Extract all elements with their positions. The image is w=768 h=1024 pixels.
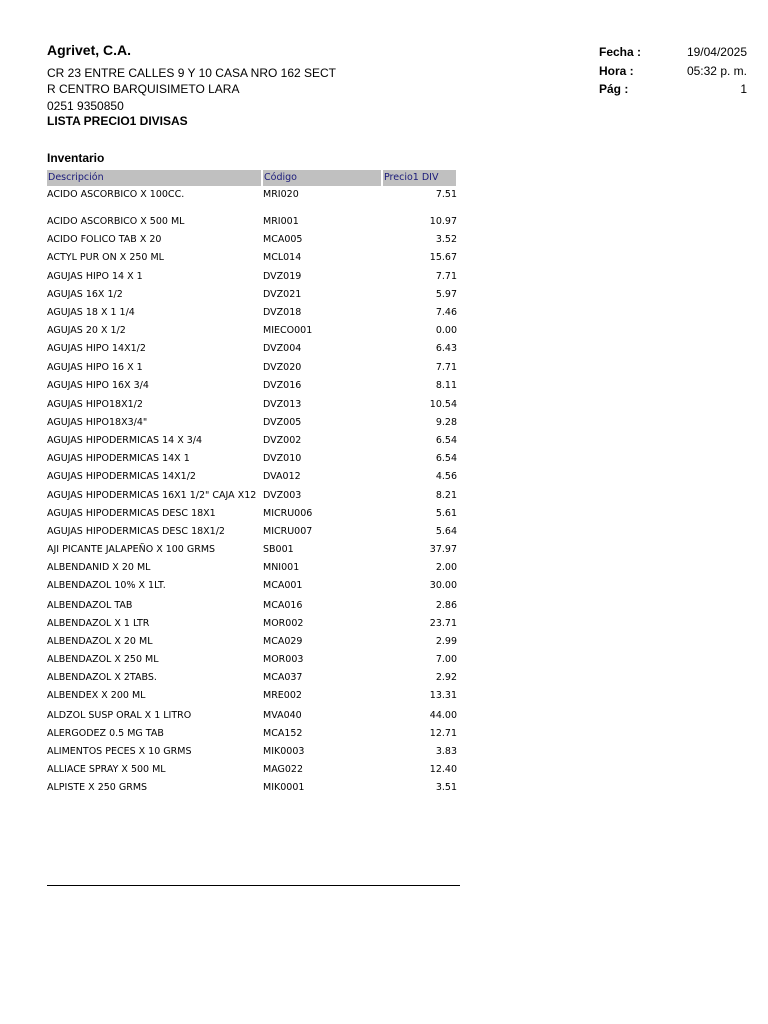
cell-price: 13.31	[429, 690, 457, 701]
cell-code: DVZ019	[263, 271, 302, 282]
cell-code: MVA040	[263, 710, 302, 721]
cell-description: AGUJAS HIPO 16X 3/4	[47, 380, 149, 391]
table-row	[47, 579, 457, 593]
cell-code: DVA012	[263, 471, 301, 482]
table-row	[47, 561, 457, 575]
table-row	[47, 653, 457, 667]
cell-description: AJI PICANTE JALAPEÑO X 100 GRMS	[47, 544, 216, 555]
cell-description: ALBENDAZOL X 2TABS.	[47, 672, 157, 683]
cell-description: ALPISTE X 250 GRMS	[47, 782, 148, 793]
cell-price: 30.00	[429, 580, 457, 591]
table-row	[47, 324, 457, 338]
table-row	[47, 251, 457, 265]
phone-number: 0251 9350850	[47, 99, 124, 113]
cell-code: DVZ002	[263, 435, 302, 446]
cell-price: 3.51	[435, 782, 457, 793]
cell-price: 12.71	[429, 728, 457, 739]
cell-description: AGUJAS HIPODERMICAS DESC 18X1	[47, 508, 216, 519]
table-row	[47, 617, 457, 631]
cell-description: ACIDO ASCORBICO X 500 ML	[47, 216, 185, 227]
cell-code: DVZ016	[263, 380, 302, 391]
time-label: Hora :	[599, 64, 634, 78]
table-row	[47, 507, 457, 521]
cell-code: DVZ018	[263, 307, 302, 318]
cell-code: SB001	[263, 544, 294, 555]
cell-code: MCA029	[263, 636, 303, 647]
table-row	[47, 763, 457, 777]
table-row	[47, 233, 457, 247]
cell-price: 15.67	[429, 252, 457, 263]
table-row	[47, 689, 457, 703]
cell-code: MCA016	[263, 600, 303, 611]
cell-price: 5.97	[435, 289, 457, 300]
table-row	[47, 288, 457, 302]
cell-description: AGUJAS HIPO18X3/4"	[47, 417, 148, 428]
table-row	[47, 489, 457, 503]
cell-code: MRE002	[263, 690, 302, 701]
cell-price: 3.83	[435, 746, 457, 757]
table-row	[47, 306, 457, 320]
table-row	[47, 727, 457, 741]
table-row	[47, 379, 457, 393]
cell-code: DVZ013	[263, 399, 302, 410]
cell-price: 44.00	[429, 710, 457, 721]
cell-code: MOR002	[263, 618, 304, 629]
table-row	[47, 781, 457, 795]
cell-description: AGUJAS HIPODERMICAS 14 X 3/4	[47, 435, 203, 446]
cell-price: 8.21	[435, 490, 457, 501]
cell-description: AGUJAS HIPO 14 X 1	[47, 271, 143, 282]
table-row	[47, 434, 457, 448]
section-title: Inventario	[47, 151, 105, 165]
cell-price: 5.61	[435, 508, 457, 519]
cell-code: MCL014	[263, 252, 302, 263]
cell-code: MRI020	[263, 189, 299, 200]
date-label: Fecha :	[599, 45, 642, 59]
price-list-title: LISTA PRECIO1 DIVISAS	[47, 114, 188, 128]
cell-price: 2.00	[435, 562, 457, 573]
cell-description: ALBENDEX X 200 ML	[47, 690, 146, 701]
date-value: 19/04/2025	[686, 45, 747, 59]
cell-description: ALBENDAZOL 10% X 1LT.	[47, 580, 166, 591]
table-row	[47, 416, 457, 430]
cell-price: 2.99	[435, 636, 457, 647]
table-row	[47, 543, 457, 557]
cell-description: AGUJAS 16X 1/2	[47, 289, 123, 300]
table-row	[47, 270, 457, 284]
cell-code: MCA005	[263, 234, 303, 245]
cell-description: ALIMENTOS PECES X 10 GRMS	[47, 746, 192, 757]
table-row	[47, 215, 457, 229]
cell-description: AGUJAS HIPO18X1/2	[47, 399, 143, 410]
page-label: Pág :	[599, 82, 629, 96]
cell-description: ACIDO FOLICO TAB X 20	[47, 234, 162, 245]
cell-description: AGUJAS HIPODERMICAS 16X1 1/2" CAJA X12	[47, 490, 257, 501]
cell-description: AGUJAS HIPODERMICAS 14X 1	[47, 453, 190, 464]
cell-code: MNI001	[263, 562, 300, 573]
table-row	[47, 599, 457, 613]
page-value: 1	[740, 82, 747, 96]
cell-price: 0.00	[435, 325, 457, 336]
table-row	[47, 188, 457, 202]
cell-description: AGUJAS HIPO 16 X 1	[47, 362, 143, 373]
cell-description: ACIDO ASCORBICO X 100CC.	[47, 189, 185, 200]
address-line-1: CR 23 ENTRE CALLES 9 Y 10 CASA NRO 162 SECT	[47, 66, 337, 80]
address-line-2: R CENTRO BARQUISIMETO LARA	[47, 82, 240, 96]
cell-price: 7.46	[435, 307, 457, 318]
cell-code: MAG022	[263, 764, 304, 775]
cell-description: AGUJAS 18 X 1 1/4	[47, 307, 135, 318]
cell-price: 8.11	[435, 380, 457, 391]
cell-code: MCA037	[263, 672, 303, 683]
table-row	[47, 452, 457, 466]
cell-description: ALBENDANID X 20 ML	[47, 562, 151, 573]
cell-code: DVZ010	[263, 453, 302, 464]
cell-code: MICRU007	[263, 526, 313, 537]
cell-price: 6.54	[435, 435, 457, 446]
column-header-price: Precio1 DIV	[383, 170, 456, 186]
cell-description: ALLIACE SPRAY X 500 ML	[47, 764, 166, 775]
cell-code: MIK0003	[263, 746, 305, 757]
cell-code: MIECO001	[263, 325, 313, 336]
cell-description: AGUJAS 20 X 1/2	[47, 325, 126, 336]
cell-description: AGUJAS HIPODERMICAS DESC 18X1/2	[47, 526, 225, 537]
company-name: Agrivet, C.A.	[47, 42, 132, 58]
cell-description: AGUJAS HIPO 14X1/2	[47, 343, 146, 354]
cell-price: 2.92	[435, 672, 457, 683]
cell-code: DVZ021	[263, 289, 302, 300]
cell-price: 12.40	[429, 764, 457, 775]
cell-code: DVZ005	[263, 417, 302, 428]
cell-price: 3.52	[435, 234, 457, 245]
cell-code: MRI001	[263, 216, 299, 227]
cell-code: DVZ003	[263, 490, 302, 501]
cell-description: ALBENDAZOL X 250 ML	[47, 654, 159, 665]
table-row	[47, 470, 457, 484]
cell-price: 7.71	[435, 362, 457, 373]
cell-price: 23.71	[429, 618, 457, 629]
cell-description: ALERGODEZ 0.5 MG TAB	[47, 728, 164, 739]
table-row	[47, 525, 457, 539]
cell-description: ACTYL PUR ON X 250 ML	[47, 252, 164, 263]
cell-description: ALBENDAZOL X 1 LTR	[47, 618, 150, 629]
cell-description: AGUJAS HIPODERMICAS 14X1/2	[47, 471, 196, 482]
cell-price: 5.64	[435, 526, 457, 537]
table-row	[47, 398, 457, 412]
cell-price: 9.28	[435, 417, 457, 428]
cell-price: 6.43	[435, 343, 457, 354]
footer-divider	[47, 885, 460, 886]
cell-price: 7.51	[435, 189, 457, 200]
cell-description: ALBENDAZOL TAB	[47, 600, 133, 611]
cell-price: 4.56	[435, 471, 457, 482]
cell-price: 2.86	[435, 600, 457, 611]
table-row	[47, 709, 457, 723]
time-value: 05:32 p. m.	[686, 64, 747, 78]
cell-code: MCA152	[263, 728, 303, 739]
cell-code: DVZ004	[263, 343, 302, 354]
cell-price: 7.00	[435, 654, 457, 665]
table-row	[47, 635, 457, 649]
cell-price: 6.54	[435, 453, 457, 464]
cell-price: 10.54	[429, 399, 457, 410]
cell-price: 10.97	[429, 216, 457, 227]
cell-description: ALDZOL SUSP ORAL X 1 LITRO	[47, 710, 192, 721]
cell-code: MIK0001	[263, 782, 305, 793]
cell-code: MCA001	[263, 580, 303, 591]
column-header-description: Descripción	[47, 170, 261, 186]
cell-price: 37.97	[429, 544, 457, 555]
column-header-code: Código	[263, 170, 381, 186]
table-row	[47, 342, 457, 356]
table-row	[47, 671, 457, 685]
cell-description: ALBENDAZOL X 20 ML	[47, 636, 153, 647]
cell-code: MOR003	[263, 654, 304, 665]
cell-code: DVZ020	[263, 362, 302, 373]
table-row	[47, 745, 457, 759]
table-row	[47, 361, 457, 375]
cell-code: MICRU006	[263, 508, 313, 519]
cell-price: 7.71	[435, 271, 457, 282]
